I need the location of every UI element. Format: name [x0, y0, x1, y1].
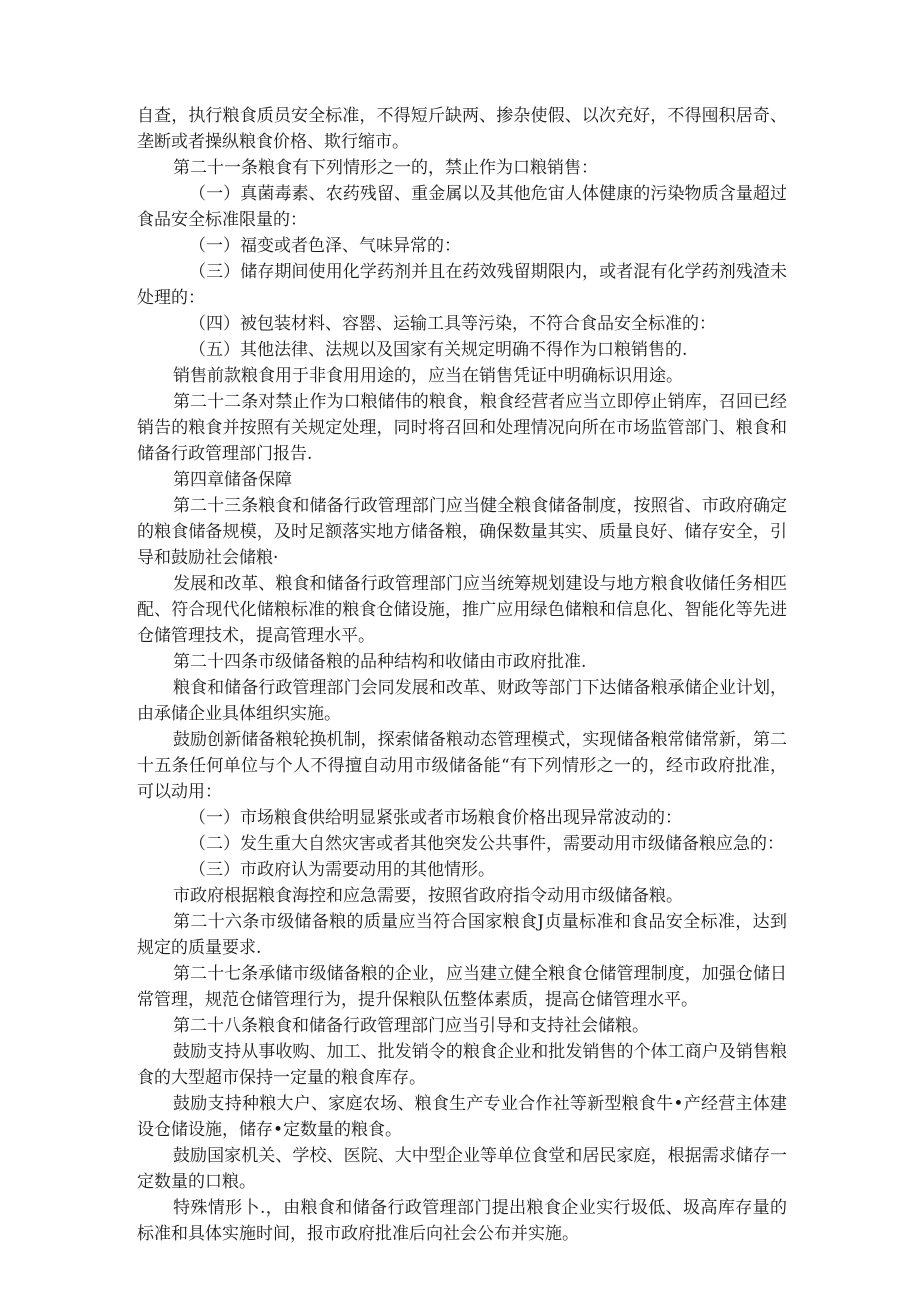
paragraph: 鼓励支持种粮大户、家庭农场、粮食生产专业合作社等新型粮食牛•产经营主体建设仓储设施，储存•定数量的粮食。 [137, 1094, 787, 1140]
paragraph: 自查，执行粮食质员安全标准，不得短斤缺两、掺杂使假、以次充好，不得囤积居奇、垄断或者操纵粮食价格、欺行缩市。 [137, 106, 787, 152]
list-item: （四）被包装材料、容罂、运输工具等污染，不符合食品安全标准的： [189, 314, 716, 334]
list-item: （一）市场粮食供给明显紧张或者市场粮食价格出现异常波动的： [189, 808, 682, 828]
paragraph: 鼓励创新储备粮轮换机制，探索储备粮动态管理模式，实现储备粮常储常新，第二十五条任何单位与个人不得擅自动用市级储备能“有下列情形之一的，经市政府批准，可以动用： [137, 730, 787, 802]
paragraph: 粮食和储备行政管理部门会同发展和改革、财政等部门下达储备粮承储企业计划，由承储企业具体组织实施。 [137, 678, 787, 724]
paragraph: 市政府根据粮食海控和应急需要，按照省政府指令动用市级储备粮。 [173, 886, 683, 906]
article-26: 第二十六条市级储备粮的质量应当符合国家粮食J贞量标准和食品安全标准，达到规定的质量要求. [137, 912, 787, 958]
chapter-heading: 第四章储备保障 [173, 470, 292, 490]
list-item: （三）市政府认为需要动用的其他情形。 [189, 860, 495, 880]
list-item: （三）储存期间使用化学药剂并且在药效残留期限内，或者混有化学药剂残渣未处理的： [137, 262, 787, 308]
list-item: （一）真菌毒素、农药残留、重金属以及其他危宙人体健康的污染物质含量超过食品安全标准限量的： [137, 184, 787, 230]
list-item: （一）福变或者色泽、气味异常的： [189, 236, 461, 256]
paragraph: 特殊情形卜.，由粮食和储备行政管理部门提出粮食企业实行圾低、圾高库存量的标准和具体实施时间，报市政府批准后向社会公布并实施。 [137, 1198, 787, 1244]
list-item: （二）发生重大自然灾害或者其他突发公共事件，需要动用市级储备粮应急的： [189, 834, 784, 854]
article-22: 第二十二条对禁止作为口粮储伟的粮食，粮食经营者应当立即停止销库，召回已经销告的粮食并按照有关规定处理，同时将召回和处理情况向所在市场监管部门、粮食和储备行政管理部门报告. [137, 392, 787, 464]
paragraph: 销售前款粮食用于非食用用途的，应当在销售凭证中明确标识用途。 [173, 366, 683, 386]
article-23: 第二十三条粮食和储备行政管理部门应当健全粮食储备制度，按照省、市政府确定的粮食储备规模，及时足额落实地方储备粮，确保数量其实、质量良好、储存安全，引导和鼓励社会储粮· [137, 496, 787, 568]
article-27: 第二十七条承储市级储备粮的企业，应当建立健全粮食仓储管理制度，加强仓储日常管理，规范仓储管理行为，提升保粮队伍整体素质，提高仓储管理水平。 [137, 964, 787, 1010]
article-24: 第二十四条市级储备粮的品种结构和收储由市政府批准. [173, 652, 587, 672]
paragraph: 鼓励国家机关、学校、医院、大中型企业等单位食堂和居民家庭，根据需求储存一定数量的口粮。 [137, 1146, 787, 1192]
paragraph: 鼓励支持从事收购、加工、批发销令的粮食企业和批发销售的个体工商户及销售粮食的大型超市保持一定量的粮食库存。 [137, 1042, 787, 1088]
list-item: （五）其他法律、法规以及国家有关规定明确不得作为口粮销售的. [189, 340, 688, 360]
paragraph: 发展和改革、粮食和储备行政管理部门应当统筹规划建设与地方粮食收储任务相匹配、符合现代化储粮标准的粮食仓储设施，推广应用绿色储粮和信息化、智能化等先进仓储管理技术，提高管理水平。 [137, 574, 787, 646]
article-28: 第二十八条粮食和储备行政管理部门应当引导和支持社会储粮。 [173, 1016, 649, 1036]
document-body [137, 103, 787, 1247]
article-21-heading: 第二十一条粮食有下列情形之一的，禁止作为口粮销售： [173, 158, 598, 178]
